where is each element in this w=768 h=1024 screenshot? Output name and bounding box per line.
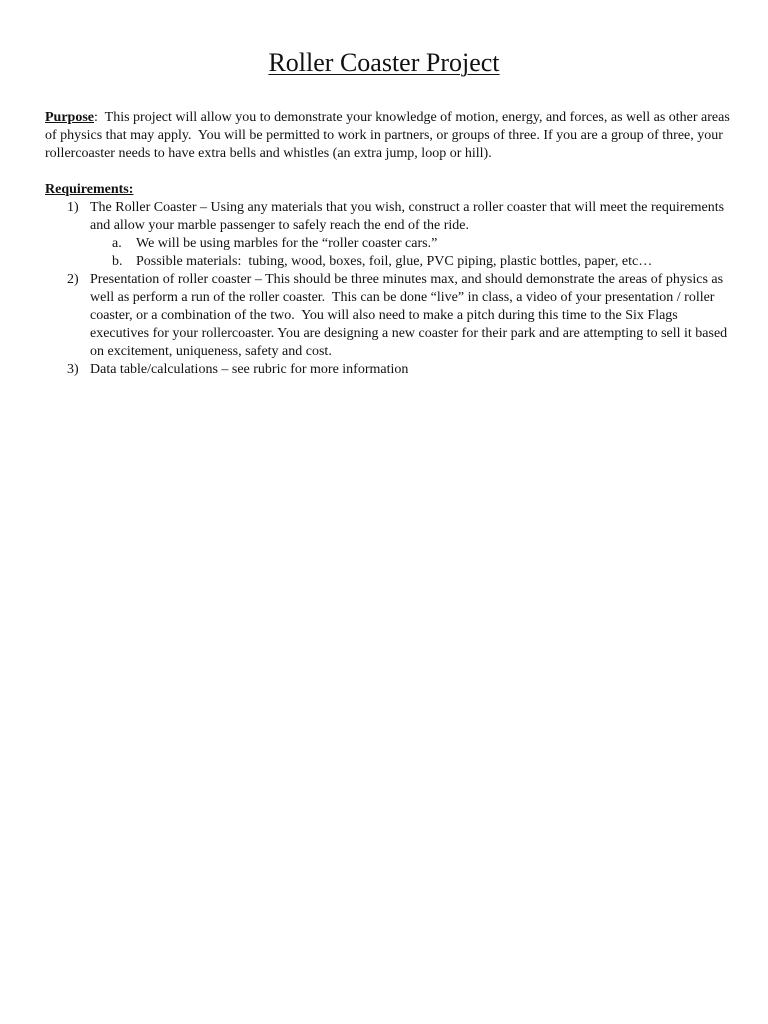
requirement-item-2 bbox=[45, 271, 735, 361]
requirement-text: Presentation of roller coaster – This should be three minutes max, and should demonstrate the areas of physics as well as perform a run of the roller coaster. This can be done “live” in class, a video of your presentation / roller coaster, or a combination of the two. You will also need to make a pitch during this time to the Six Flags executives for your rollercoaster. You are designing a new coaster for their park and are attempting to sell it based on excitement, uniqueness, safety and cost. bbox=[90, 272, 731, 359]
purpose-label: Purpose bbox=[45, 110, 94, 125]
requirement-number: 3) bbox=[67, 362, 79, 377]
sub-item-text: We will be using marbles for the “roller coaster cars.” bbox=[136, 236, 438, 251]
requirement-item-1 bbox=[45, 199, 735, 271]
sub-item-b bbox=[90, 253, 735, 271]
requirement-text: Data table/calculations – see rubric for more information bbox=[90, 362, 409, 377]
sub-item-letter: a. bbox=[112, 236, 122, 251]
requirements-heading: Requirements: bbox=[45, 182, 134, 197]
requirement-number: 2) bbox=[67, 272, 79, 287]
sub-item-letter: b. bbox=[112, 254, 123, 269]
purpose-colon: : bbox=[94, 110, 98, 125]
sub-item-a bbox=[90, 235, 735, 253]
purpose-text: This project will allow you to demonstrate your knowledge of motion, energy, and forces, as well as other areas of physics that may apply. You will be permitted to work in partners, or groups of three. If you are a group of three, your rollercoaster needs to have extra bells and whistles (an extra jump, loop or hill). bbox=[45, 110, 734, 161]
requirements-list bbox=[45, 199, 735, 379]
requirement-sublist bbox=[90, 235, 735, 271]
requirement-number: 1) bbox=[67, 200, 79, 215]
sub-item-text: Possible materials: tubing, wood, boxes, foil, glue, PVC piping, plastic bottles, paper, etc… bbox=[136, 254, 653, 269]
requirement-item-3 bbox=[45, 361, 735, 379]
document-title: Roller Coaster Project bbox=[268, 48, 500, 77]
purpose-paragraph bbox=[45, 109, 735, 163]
requirement-text: The Roller Coaster – Using any materials that you wish, construct a roller coaster that will meet the requirements and allow your marble passenger to safely reach the end of the ride. bbox=[90, 200, 725, 233]
